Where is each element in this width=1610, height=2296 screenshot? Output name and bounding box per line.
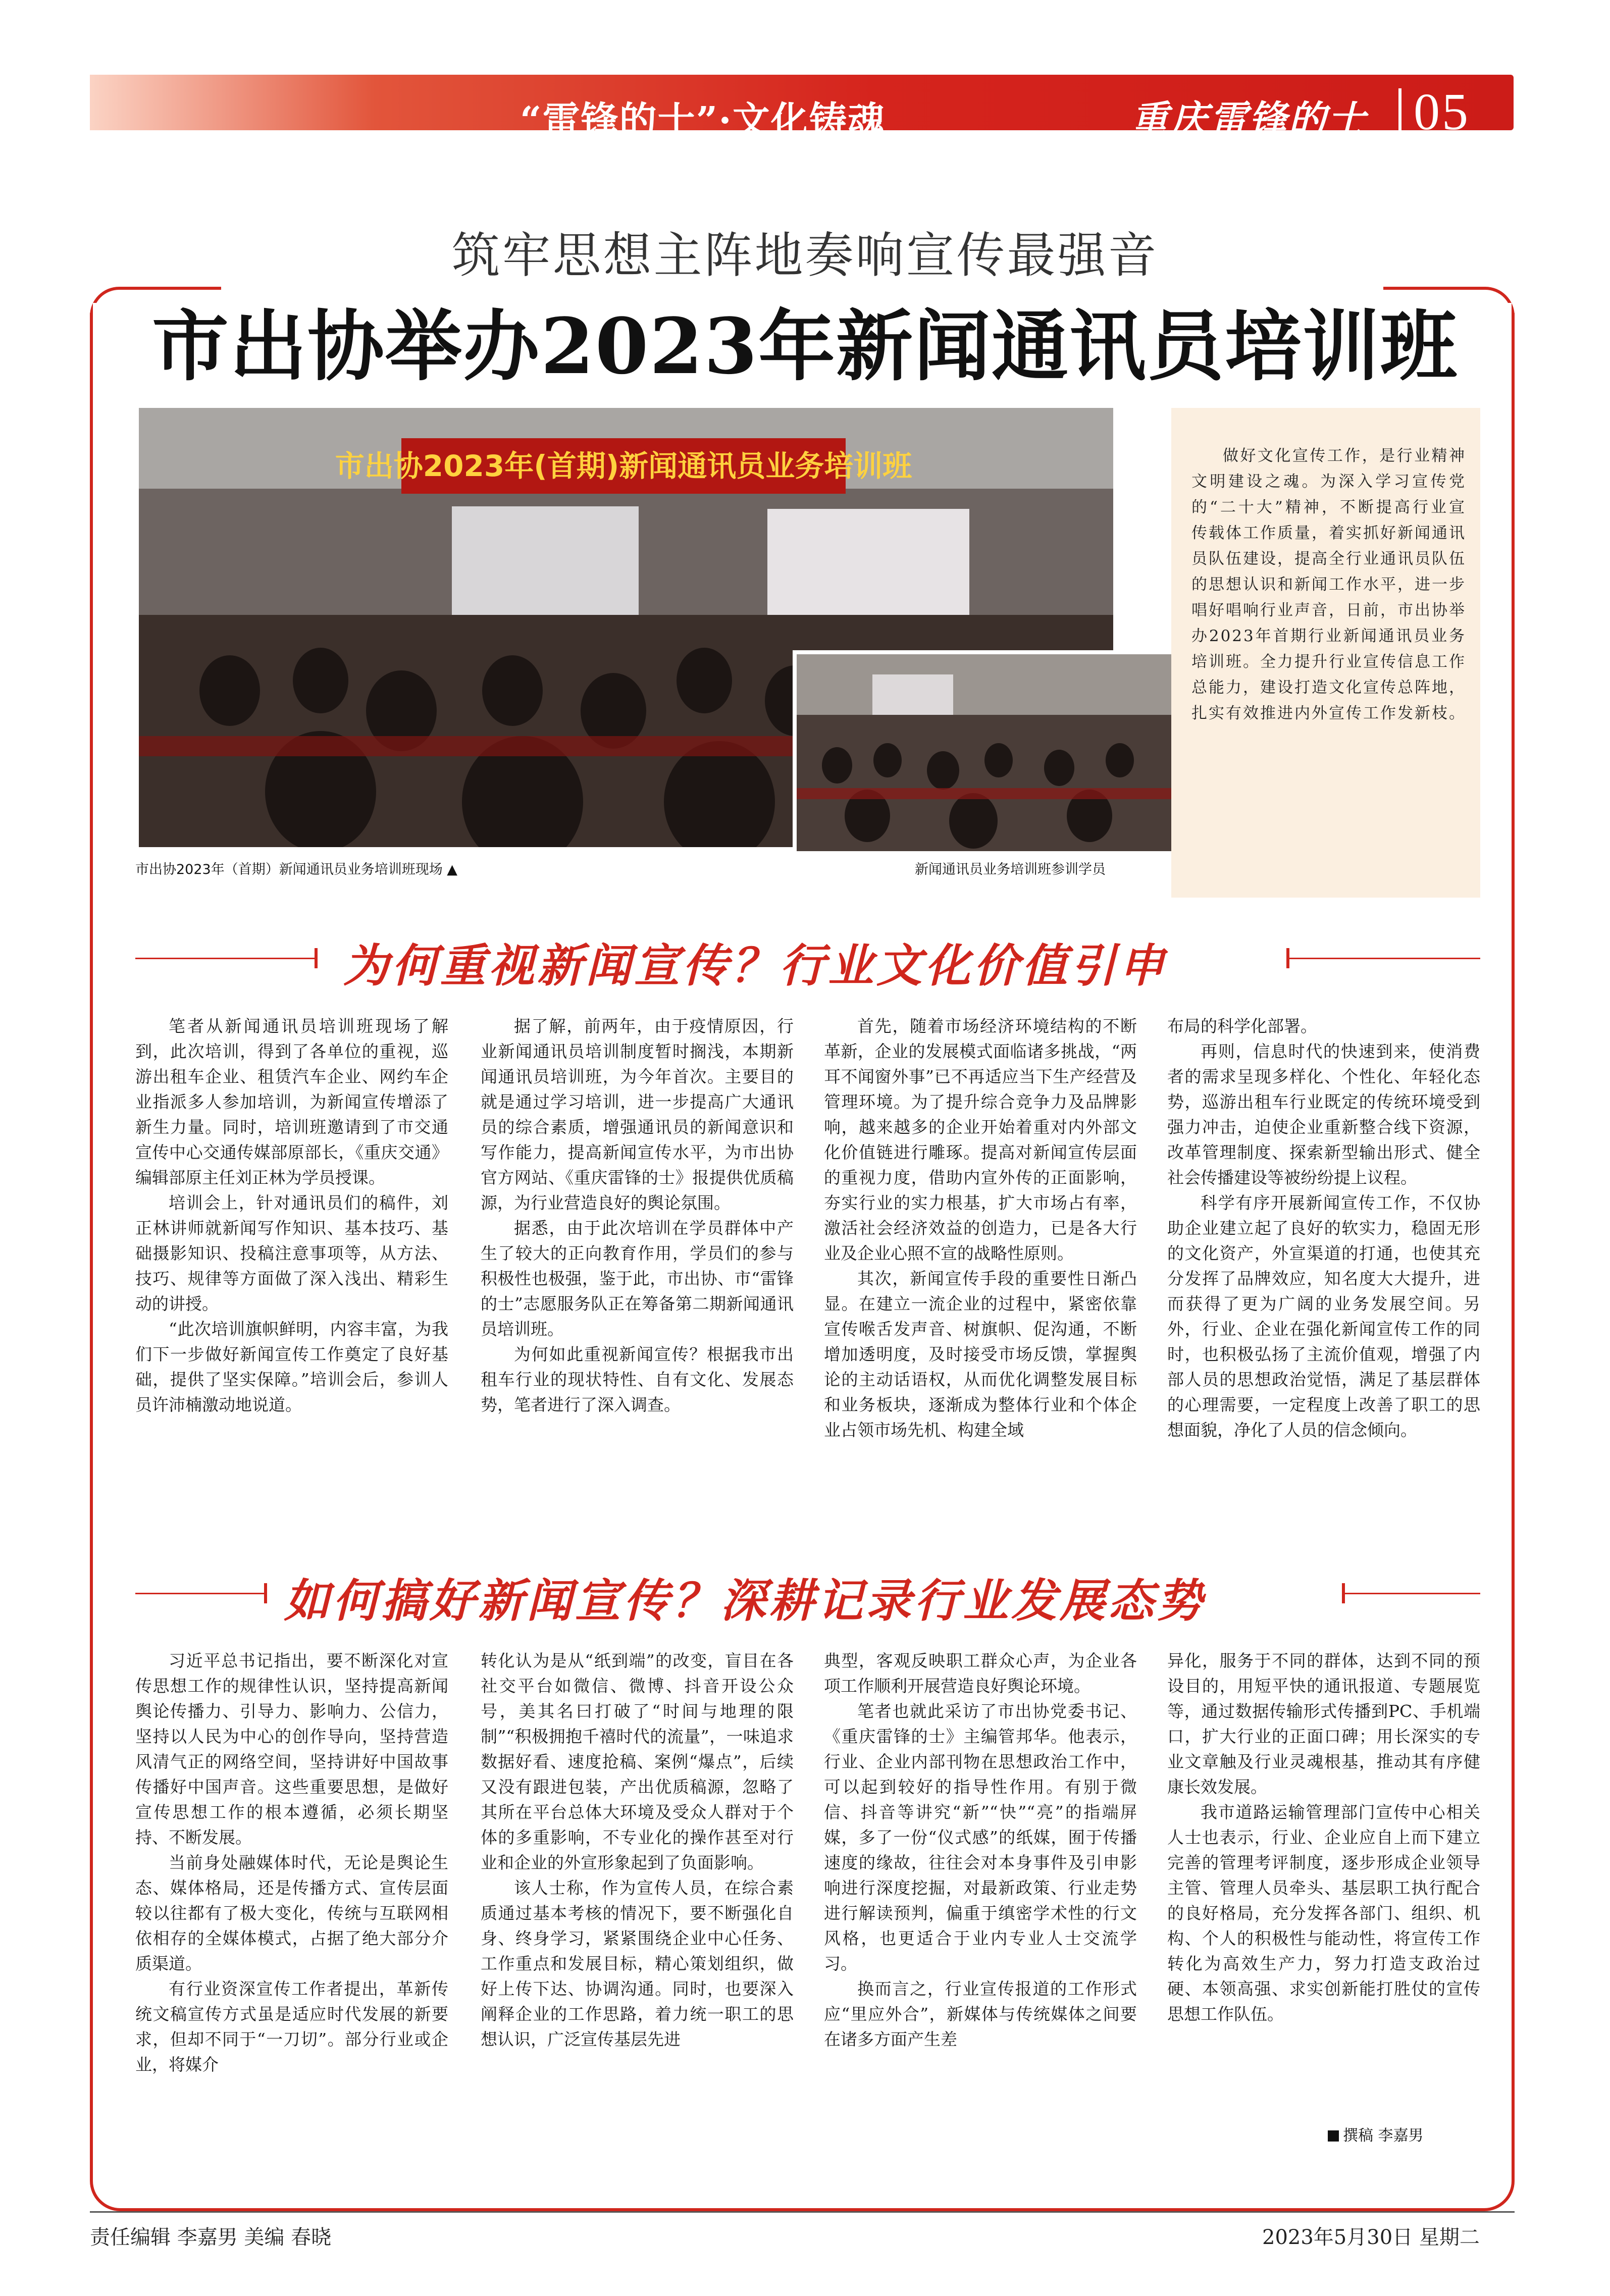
paragraph: “此次培训旗帜鲜明，内容丰富，为我们下一步做好新闻宣传工作奠定了良好基础，提供了坚实保障。”培训会后，参训人员许沛楠激动地说道。: [135, 1319, 448, 1415]
section1-column-1: [135, 1014, 448, 1418]
sub-photo-caption: 新闻通讯员业务培训班参训学员: [915, 862, 1106, 877]
section2-column-2: [481, 1648, 794, 2052]
section1-column-3: [824, 1014, 1137, 1443]
section2-column-1: [135, 1648, 448, 2077]
paragraph: 据悉，由于此次培训在学员群体中产生了较大的正向教育作用，学员们的参与积极性也极强，鉴于此，市出协、市“雷锋的士”志愿服务队正在筹备第二期新闻通讯员培训班。: [481, 1218, 794, 1339]
paragraph: 其次，新闻宣传手段的重要性日渐凸显。在建立一流企业的过程中，紧密依靠宣传喉舌发声音、树旗帜、促沟通，不断增加透明度，及时接受市场反馈，掌握舆论的主动话语权，从而优化调整发展目标和业务板块，逐渐成为整体行业和个体企业占领市场先机、构建全域: [824, 1269, 1137, 1440]
section2-column-3: [824, 1648, 1137, 2052]
paragraph: 我市道路运输管理部门宣传中心相关人士也表示，行业、企业应自上而下建立完善的管理考评制度，逐步形成企业领导主管、管理人员牵头、基层职工执行配合的良好格局，充分发挥各部门、组织、机构、个人的积极性与能动性，将宣传工作转化为高效生产力，努力打造支政治过硬、本领高强、求实创新能打胜仗的宣传思想工作队伍。: [1167, 1802, 1480, 2024]
paragraph: 当前身处融媒体时代，无论是舆论生态、媒体格局，还是传播方式、宣传层面较以往都有了极大变化，传统与互联网相依相存的全媒体模式，占据了绝大部分介质渠道。: [135, 1853, 448, 1973]
footer-editors: 责任编辑 李嘉男 美编 春晓: [90, 2226, 332, 2249]
section1-rule-right: [1289, 958, 1480, 959]
newspaper-logo: 重庆雷锋的士: [1131, 98, 1367, 141]
paragraph: 转化认为是从“纸到端”的改变，盲目在各社交平台如微信、微博、抖音开设公众号，美其名曰打破了“时间与地理的限制”“积极拥抱千禧时代的流量”，一味追求数据好看、速度抢稿、案例“爆点”，后续又没有跟进包装，产出优质稿源，忽略了其所在平台总体大环境及受众人群对于个体的多重影响，不专业化的操作甚至对行业和企业的外宣形象起到了负面影响。: [481, 1651, 794, 1872]
section2-rule-right: [1345, 1593, 1480, 1594]
trainees-illustration: [797, 654, 1173, 851]
article-kicker: 筑牢思想主阵地奏响宣传最强音: [451, 227, 1159, 284]
trainees-photo: [793, 650, 1177, 855]
paragraph: 布局的科学化部署。: [1167, 1016, 1317, 1036]
section1-title: 为何重视新闻宣传？行业文化价值引申: [343, 939, 1167, 993]
summary-text: 做好文化宣传工作，是行业精神文明建设之魂。为深入学习宣传党的“二十大”精神，不断提高行业宣传载体工作质量，着实抓好新闻通讯员队伍建设，提高全行业通讯员队伍的思想认识和新闻工作水平，进一步唱好唱响行业声音，日前，市出协举办2023年首期行业新闻通讯员业务培训班。全力提升行业宣传信息工作总能力，建设打造文化宣传总阵地，扎实有效推进内外宣传工作发新枝。: [1191, 447, 1466, 722]
paragraph: 换而言之，行业宣传报道的工作形式应“里应外合”，新媒体与传统媒体之间要在诸多方面产生差: [824, 1979, 1137, 2049]
paragraph: 习近平总书记指出，要不断深化对宣传思想工作的规律性认识，坚持提高新闻舆论传播力、引导力、影响力、公信力，坚持以人民为中心的创作导向，坚持营造风清气正的网络空间，坚持讲好中国故事传播好中国声音。这些重要思想，是做好宣传思想工作的根本遵循，必须长期坚持、不断发展。: [135, 1651, 448, 1847]
header-divider: [1398, 88, 1401, 133]
paragraph: 首先，随着市场经济环境结构的不断革新，企业的发展模式面临诸多挑战，“两耳不闻窗外事”已不再适应当下生产经营及管理环境。为了提升综合竞争力及品牌影响，越来越多的企业开始着重对内外部文化价值链进行雕琢。提高对新闻宣传层面的重视力度，借助内宣外传的正面影响，夯实行业的实力根基，扩大市场占有率，激活社会经济效益的创造力，已是各大行业及企业心照不宣的战略性原则。: [824, 1016, 1137, 1263]
section2-rule-left: [135, 1593, 264, 1594]
main-photo-caption: 市出协2023年（首期）新闻通讯员业务培训班现场 ▲: [135, 862, 458, 877]
byline-text: 撰稿 李嘉男: [1343, 2127, 1424, 2145]
paragraph: 笔者也就此采访了市出协党委书记、《重庆雷锋的士》主编管邦华。他表示，行业、企业内部刊物在思想政治工作中，可以起到较好的指导性作用。有别于微信、抖音等讲究“新”“快”“亮”的指端屏媒，多了一份“仪式感”的纸媒，囿于传播速度的缘故，往往会对本身事件及引申影响进行深度挖掘，对最新政策、行业走势进行解读预判，偏重于缜密学术性的行文风格，也更适合于业内专业人士交流学习。: [824, 1701, 1137, 1973]
summary-box: [1171, 408, 1480, 898]
page-number: 05: [1414, 83, 1470, 141]
paragraph: 典型，客观反映职工群众心声，为企业各项工作顺利开展营造良好舆论环境。: [824, 1651, 1137, 1696]
paragraph: 有行业资深宣传工作者提出，革新传统文稿宣传方式虽是适应时代发展的新要求，但却不同于“一刀切”。部分行业或企业，将媒介: [135, 1979, 448, 2074]
section-title: “雷锋的士”·文化铸魂: [520, 99, 886, 142]
paragraph: 异化，服务于不同的群体，达到不同的预设目的，用短平快的通讯报道、专题展览等，通过数据传输形式传播到PC、手机端口，扩大行业的正面口碑；用长深实的专业文章触及行业灵魂根基，推动其有序健康长效发展。: [1167, 1651, 1480, 1797]
section1-column-2: [481, 1014, 794, 1418]
paragraph: 据了解，前两年，由于疫情原因，行业新闻通讯员培训制度暂时搁浅，本期新闻通讯员培训班，为今年首次。主要目的就是通过学习培训，进一步提高广大通讯员的综合素质，增强通讯员的新闻意识和写作能力，提高新闻宣传水平，为市出协官方网站、《重庆雷锋的士》报提供优质稿源，为行业营造良好的舆论氛围。: [481, 1016, 794, 1213]
square-bullet-icon: [1328, 2130, 1339, 2142]
paragraph: 培训会上，针对通讯员们的稿件，刘正林讲师就新闻写作知识、基本技巧、基础摄影知识、投稿注意事项等，从方法、技巧、规律等方面做了深入浅出、精彩生动的讲授。: [135, 1193, 448, 1314]
section2-title: 如何搞好新闻宣传？深耕记录行业发展态势: [284, 1574, 1205, 1628]
author-byline: [1328, 2123, 1424, 2145]
section1-column-4: [1167, 1014, 1480, 1443]
footer-date: 2023年5月30日 星期二: [1262, 2226, 1480, 2249]
section2-cap-left: [264, 1583, 267, 1603]
section1-cap-left: [315, 948, 318, 968]
footer-rule: [90, 2211, 1515, 2213]
paragraph: 为何如此重视新闻宣传？根据我市出租车行业的现状特性、自有文化、发展态势，笔者进行了深入调查。: [481, 1344, 794, 1415]
paragraph: 笔者从新闻通讯员培训班现场了解到，此次培训，得到了各单位的重视，巡游出租车企业、租赁汽车企业、网约车企业指派多人参加培训，为新闻宣传增添了新生力量。同时，培训班邀请到了市交通宣传中心交通传媒部原部长，《重庆交通》编辑部原主任刘正林为学员授课。: [135, 1016, 448, 1187]
article-headline: 市出协举办2023年新闻通讯员培训班: [151, 301, 1459, 391]
section1-rule-left: [135, 958, 315, 959]
training-banner-text: 市出协2023年(首期)新闻通讯员业务培训班: [335, 449, 912, 483]
paragraph: 科学有序开展新闻宣传工作，不仅协助企业建立起了良好的软实力，稳固无形的文化资产，外宣渠道的打通，也使其充分发挥了品牌效应，知名度大大提升，进而获得了更为广阔的业务发展空间。另外，行业、企业在强化新闻宣传工作的同时，也积极弘扬了主流价值观，增强了内部人员的思想政治觉悟，满足了基层群体的心理需要，一定程度上改善了职工的思想面貌，净化了人员的信念倾向。: [1167, 1193, 1480, 1440]
section2-column-4: [1167, 1648, 1480, 2027]
paragraph: 该人士称，作为宣传人员，在综合素质通过基本考核的情况下，要不断强化自身、终身学习，紧紧围绕企业中心任务、工作重点和发展目标，精心策划组织，做好上传下达、协调沟通。同时，也要深入阐释企业的工作思路，着力统一职工的思想认识，广泛宣传基层先进: [481, 1878, 794, 2049]
paragraph: 再则，信息时代的快速到来，使消费者的需求呈现多样化、个性化、年轻化态势，巡游出租车行业既定的传统环境受到强力冲击，迫使企业重新整合线下资源，改革管理制度、探索新型输出形式、健全社会传播建设等被纷纷提上议程。: [1167, 1041, 1480, 1187]
